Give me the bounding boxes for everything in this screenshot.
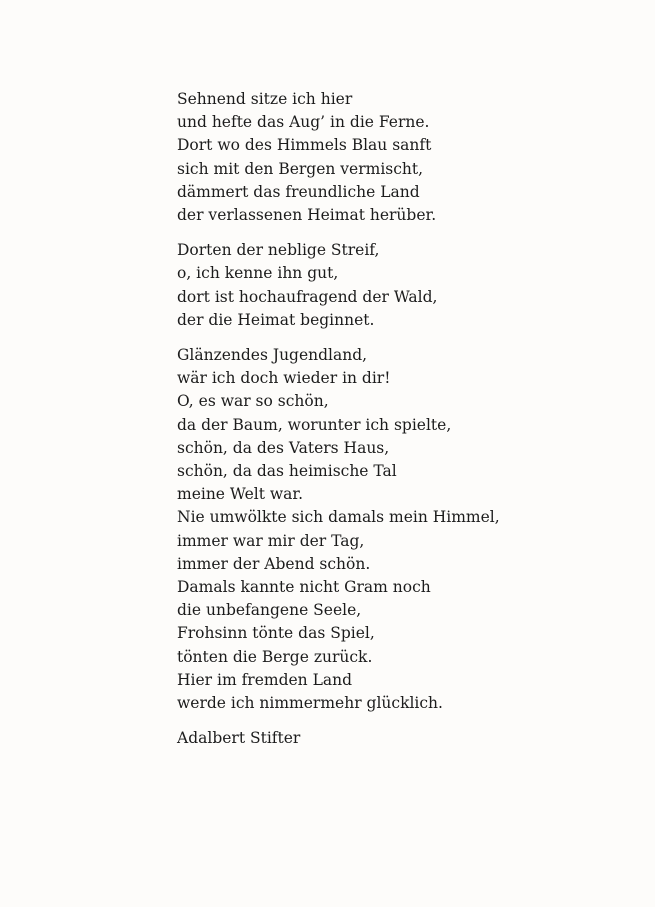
stanza-1 xyxy=(177,88,617,227)
poem-line: tönten die Berge zurück. xyxy=(177,647,373,666)
stanza-2 xyxy=(177,239,617,332)
poem-line: Dorten der neblige Streif, xyxy=(177,241,380,260)
poem-line: schön, da des Vaters Haus, xyxy=(177,438,390,457)
poem-line: der verlassenen Heimat herüber. xyxy=(177,206,437,225)
poem-line: o, ich kenne ihn gut, xyxy=(177,264,339,283)
poem-line: da der Baum, worunter ich spielte, xyxy=(177,415,452,434)
poem-line: Frohsinn tönte das Spiel, xyxy=(177,624,375,643)
stanza-3 xyxy=(177,344,617,715)
poem-line: Glänzendes Jugendland, xyxy=(177,346,368,365)
poem-author: Adalbert Stifter xyxy=(177,729,301,748)
poem-line: immer war mir der Tag, xyxy=(177,531,365,550)
poem-line: Nie umwölkte sich damals mein Himmel, xyxy=(177,508,500,527)
poem-line: Sehnend sitze ich hier xyxy=(177,90,353,108)
poem xyxy=(177,88,617,750)
poem-line: werde ich nimmermehr glücklich. xyxy=(177,694,443,713)
poem-line: der die Heimat beginnet. xyxy=(177,310,375,329)
poem-line: dort ist hochaufragend der Wald, xyxy=(177,287,438,306)
poem-line: die unbefangene Seele, xyxy=(177,601,362,620)
poem-line: schön, da das heimische Tal xyxy=(177,462,397,481)
poem-line: Hier im fremden Land xyxy=(177,670,353,689)
poem-line: O, es war so schön, xyxy=(177,392,329,411)
poem-line: immer der Abend schön. xyxy=(177,554,371,573)
poem-line: sich mit den Bergen vermischt, xyxy=(177,159,424,178)
poem-line: und hefte das Aug’ in die Ferne. xyxy=(177,113,430,132)
poem-line: Dort wo des Himmels Blau sanft xyxy=(177,136,432,155)
poem-line: Damals kannte nicht Gram noch xyxy=(177,578,431,597)
poem-line: meine Welt war. xyxy=(177,485,304,504)
poem-line: wär ich doch wieder in dir! xyxy=(177,369,391,388)
poem-line: dämmert das freundliche Land xyxy=(177,182,420,201)
